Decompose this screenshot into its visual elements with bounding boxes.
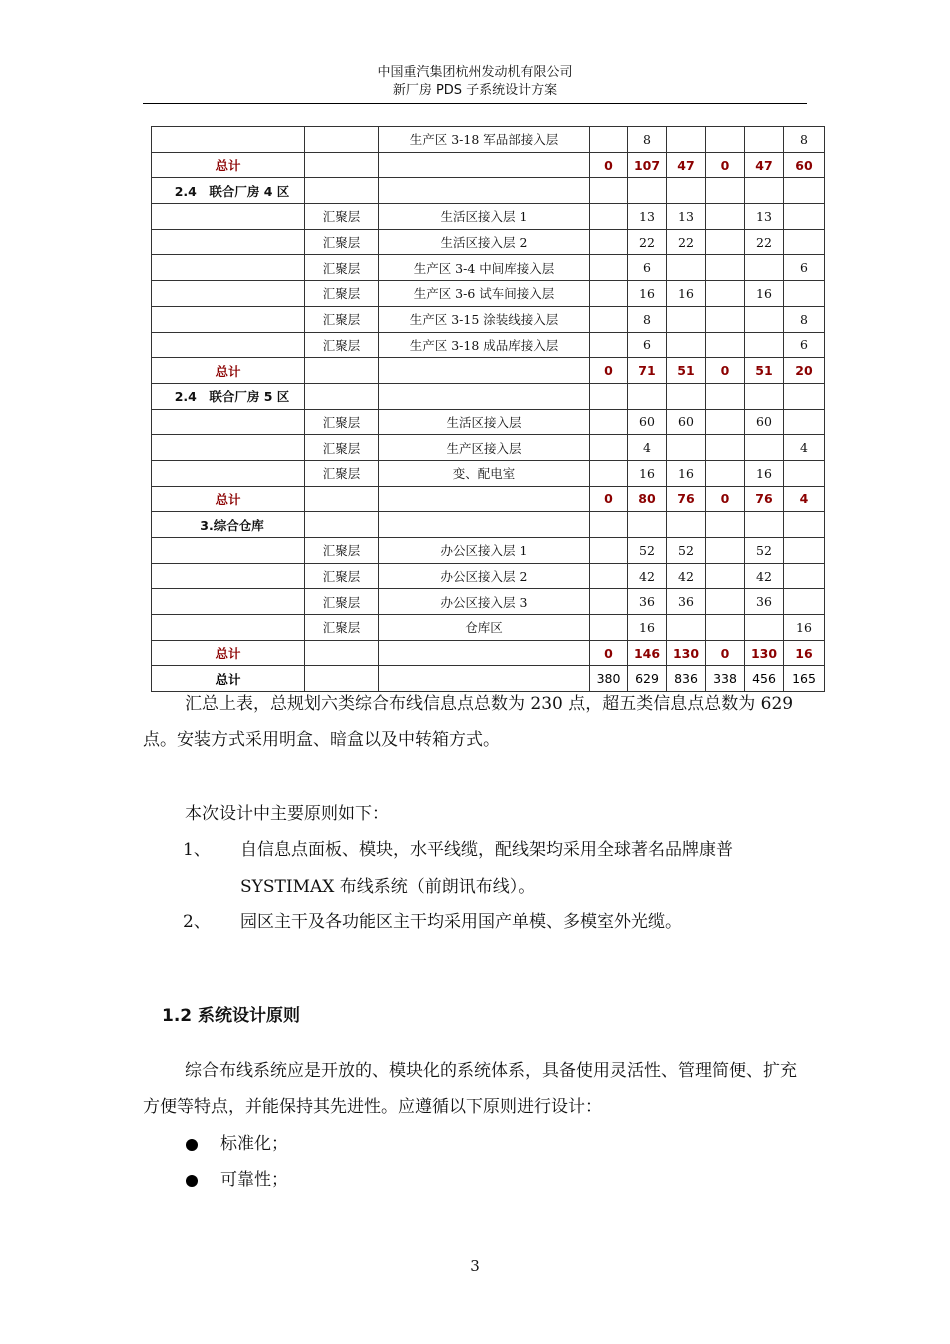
table-row <box>152 127 825 153</box>
table-cell <box>667 383 706 409</box>
table-cell <box>667 332 706 358</box>
table-cell <box>379 358 590 384</box>
table-cell <box>152 255 305 281</box>
table-cell: 汇聚层 <box>305 409 379 435</box>
summary-paragraph: 汇总上表，总规划六类综合布线信息点总数为 230 点，超五类信息点总数为 629 点。安装方式采用明盒、暗盒以及中转箱方式。 <box>143 694 794 750</box>
table-cell: 47 <box>745 152 784 178</box>
table-cell <box>706 127 745 153</box>
table-cell <box>590 409 628 435</box>
table-cell <box>745 383 784 409</box>
table-cell: 52 <box>628 538 667 564</box>
table-cell: 836 <box>667 666 706 692</box>
table-cell <box>379 152 590 178</box>
table-cell: 36 <box>745 589 784 615</box>
table-cell <box>152 127 305 153</box>
table-cell: 76 <box>667 486 706 512</box>
table-cell <box>706 255 745 281</box>
table-cell: 107 <box>628 152 667 178</box>
table-cell: 2.4 联合厂房 4 区 <box>152 178 305 204</box>
table-row <box>152 409 825 435</box>
table-cell <box>305 358 379 384</box>
table-cell <box>784 409 825 435</box>
table-cell: 629 <box>628 666 667 692</box>
table-cell: 0 <box>706 152 745 178</box>
design-paragraph: 综合布线系统应是开放的、模块化的系统体系，具备使用灵活性、管理简便、扩充方便等特点，并能保持其先进性。应遵循以下原则进行设计： <box>143 1061 797 1117</box>
header-company: 中国重汽集团杭州发动机有限公司 <box>377 65 573 80</box>
table-cell: 51 <box>667 358 706 384</box>
table-row <box>152 538 825 564</box>
table-cell <box>590 538 628 564</box>
table-cell: 76 <box>745 486 784 512</box>
header-doc-title: 新厂房 PDS 子系统设计方案 <box>392 83 558 98</box>
section-row <box>152 383 825 409</box>
table-cell: 16 <box>628 281 667 307</box>
table-cell <box>667 178 706 204</box>
table-cell: 4 <box>784 486 825 512</box>
table-cell: 52 <box>745 538 784 564</box>
table-cell <box>784 204 825 230</box>
table-row <box>152 435 825 461</box>
table-cell: 汇聚层 <box>305 435 379 461</box>
table-cell: 16 <box>628 615 667 641</box>
table-cell: 总计 <box>152 152 305 178</box>
table-cell <box>628 383 667 409</box>
table-cell: 生产区 3-18 军品部接入层 <box>379 127 590 153</box>
table-cell: 总计 <box>152 666 305 692</box>
table-cell <box>379 640 590 666</box>
table-cell <box>706 563 745 589</box>
table-cell <box>706 383 745 409</box>
table-row <box>152 563 825 589</box>
table-cell: 变、配电室 <box>379 460 590 486</box>
table-cell <box>305 640 379 666</box>
table-cell <box>745 332 784 358</box>
table-cell <box>590 306 628 332</box>
table-cell: 4 <box>784 435 825 461</box>
table-cell: 8 <box>784 306 825 332</box>
table-cell: 16 <box>745 281 784 307</box>
table-cell <box>667 255 706 281</box>
table-cell <box>784 229 825 255</box>
table-cell <box>590 435 628 461</box>
table-cell: 52 <box>667 538 706 564</box>
table-cell <box>745 127 784 153</box>
table-cell: 456 <box>745 666 784 692</box>
table-cell: 总计 <box>152 640 305 666</box>
table-cell <box>706 281 745 307</box>
table-cell <box>706 512 745 538</box>
table-cell <box>305 178 379 204</box>
table-cell <box>706 409 745 435</box>
table-cell <box>667 306 706 332</box>
table-cell: 130 <box>667 640 706 666</box>
table-cell <box>379 383 590 409</box>
table-cell <box>590 281 628 307</box>
table-row <box>152 589 825 615</box>
table-cell <box>784 281 825 307</box>
table-cell <box>706 229 745 255</box>
page-number: 3 <box>470 1257 480 1275</box>
table-cell <box>745 615 784 641</box>
table-cell <box>628 178 667 204</box>
table-cell <box>590 204 628 230</box>
table-cell <box>305 152 379 178</box>
table-cell: 165 <box>784 666 825 692</box>
table-cell: 42 <box>667 563 706 589</box>
table-cell: 汇聚层 <box>305 332 379 358</box>
table-cell: 380 <box>590 666 628 692</box>
subtotal-row <box>152 486 825 512</box>
subtotal-row <box>152 358 825 384</box>
table-cell <box>379 512 590 538</box>
table-cell <box>152 332 305 358</box>
table-cell: 130 <box>745 640 784 666</box>
table-cell: 汇聚层 <box>305 306 379 332</box>
table-cell: 总计 <box>152 358 305 384</box>
table-cell <box>706 178 745 204</box>
table-cell <box>590 255 628 281</box>
section-row <box>152 178 825 204</box>
table-cell <box>590 512 628 538</box>
table-cell <box>379 178 590 204</box>
table-cell: 22 <box>745 229 784 255</box>
table-cell <box>784 383 825 409</box>
table-cell: 0 <box>590 152 628 178</box>
subtotal-row <box>152 152 825 178</box>
table-cell: 0 <box>706 486 745 512</box>
table-cell: 60 <box>628 409 667 435</box>
table-cell: 6 <box>628 255 667 281</box>
table-cell <box>152 435 305 461</box>
principle-number: 1、 <box>183 840 211 860</box>
table-cell <box>667 512 706 538</box>
table-cell: 生产区 3-6 试车间接入层 <box>379 281 590 307</box>
table-cell <box>590 383 628 409</box>
table-cell <box>745 306 784 332</box>
table-row <box>152 255 825 281</box>
section-heading: 1.2 系统设计原则 <box>162 1006 301 1026</box>
table-cell: 汇聚层 <box>305 281 379 307</box>
subtotal-row <box>152 640 825 666</box>
table-cell <box>590 615 628 641</box>
table-cell <box>152 615 305 641</box>
table-cell <box>667 127 706 153</box>
table-cell: 6 <box>784 332 825 358</box>
principle-item-2 <box>183 910 682 934</box>
table-cell: 80 <box>628 486 667 512</box>
table-cell: 16 <box>628 460 667 486</box>
table-cell <box>745 178 784 204</box>
table-cell <box>706 460 745 486</box>
bullet-text: 可靠性； <box>220 1170 288 1190</box>
table-cell: 4 <box>628 435 667 461</box>
table-cell: 16 <box>667 281 706 307</box>
table-cell <box>745 512 784 538</box>
table-cell <box>152 409 305 435</box>
table-cell <box>628 512 667 538</box>
principle-text: 自信息点面板、模块，水平线缆，配线架均采用全球著名品牌康普 <box>240 840 733 860</box>
table-cell <box>590 229 628 255</box>
table-cell <box>667 435 706 461</box>
table-cell <box>706 332 745 358</box>
table-cell: 0 <box>590 640 628 666</box>
table-row <box>152 460 825 486</box>
table-cell: 42 <box>745 563 784 589</box>
table-cell <box>745 435 784 461</box>
table-cell <box>590 178 628 204</box>
table-cell <box>590 332 628 358</box>
table-cell <box>590 563 628 589</box>
table-cell <box>305 486 379 512</box>
table-cell: 2.4 联合厂房 5 区 <box>152 383 305 409</box>
table-cell <box>379 486 590 512</box>
table-cell <box>784 589 825 615</box>
principle-number: 2、 <box>183 912 211 932</box>
table-row <box>152 332 825 358</box>
table-cell: 22 <box>628 229 667 255</box>
table-row <box>152 204 825 230</box>
table-cell: 71 <box>628 358 667 384</box>
table-cell <box>305 512 379 538</box>
table-cell: 16 <box>784 640 825 666</box>
table-cell <box>784 563 825 589</box>
table-cell: 生产区 3-18 成品库接入层 <box>379 332 590 358</box>
table-cell: 6 <box>784 255 825 281</box>
table-cell: 6 <box>628 332 667 358</box>
table-cell: 0 <box>706 358 745 384</box>
table-cell: 汇聚层 <box>305 538 379 564</box>
table-cell: 生产区 3-15 涂装线接入层 <box>379 306 590 332</box>
table-cell: 60 <box>784 152 825 178</box>
table-cell <box>590 589 628 615</box>
table-cell: 13 <box>667 204 706 230</box>
table-cell: 47 <box>667 152 706 178</box>
table-cell: 汇聚层 <box>305 204 379 230</box>
table-cell: 汇聚层 <box>305 563 379 589</box>
table-cell: 20 <box>784 358 825 384</box>
table-cell: 8 <box>628 127 667 153</box>
table-cell <box>706 306 745 332</box>
table-cell <box>152 229 305 255</box>
table-cell: 16 <box>745 460 784 486</box>
table-cell <box>152 589 305 615</box>
table-cell: 办公区接入层 1 <box>379 538 590 564</box>
table-cell: 8 <box>628 306 667 332</box>
table-row <box>152 281 825 307</box>
table-row <box>152 306 825 332</box>
bullet-item <box>186 1132 288 1156</box>
table-cell: 51 <box>745 358 784 384</box>
table-cell: 146 <box>628 640 667 666</box>
table-cell: 汇聚层 <box>305 255 379 281</box>
header-divider <box>143 103 807 104</box>
table-row <box>152 229 825 255</box>
table-cell <box>784 538 825 564</box>
table-cell <box>706 435 745 461</box>
table-cell <box>152 306 305 332</box>
table-cell <box>706 615 745 641</box>
table-cell <box>152 538 305 564</box>
table-cell: 生活区接入层 1 <box>379 204 590 230</box>
table-cell: 60 <box>667 409 706 435</box>
table-cell <box>152 460 305 486</box>
table-cell <box>745 255 784 281</box>
table-cell <box>706 538 745 564</box>
table-cell: 办公区接入层 2 <box>379 563 590 589</box>
table-cell: 汇聚层 <box>305 229 379 255</box>
table-cell: 仓库区 <box>379 615 590 641</box>
table-cell: 汇聚层 <box>305 460 379 486</box>
table-cell: 0 <box>706 640 745 666</box>
table-cell: 汇聚层 <box>305 589 379 615</box>
table-row <box>152 615 825 641</box>
table-cell: 338 <box>706 666 745 692</box>
table-cell <box>667 615 706 641</box>
table-cell: 生产区接入层 <box>379 435 590 461</box>
principle-item-1 <box>183 838 733 862</box>
table-cell <box>590 127 628 153</box>
table-cell: 汇聚层 <box>305 615 379 641</box>
table-cell <box>152 204 305 230</box>
table-cell: 36 <box>667 589 706 615</box>
table-cell: 0 <box>590 486 628 512</box>
table-cell <box>590 460 628 486</box>
bullet-dot-icon <box>186 1175 198 1187</box>
bullet-text: 标准化； <box>220 1134 288 1154</box>
table-cell <box>706 589 745 615</box>
table-cell <box>784 512 825 538</box>
principle-item-1-cont: SYSTIMAX 布线系统（前朗讯布线）。 <box>240 877 536 897</box>
table-cell <box>305 127 379 153</box>
table-cell <box>706 204 745 230</box>
table-cell: 总计 <box>152 486 305 512</box>
page-header <box>143 64 807 100</box>
table-cell: 8 <box>784 127 825 153</box>
table-cell <box>784 460 825 486</box>
table-cell <box>152 281 305 307</box>
table-cell: 22 <box>667 229 706 255</box>
table-cell <box>784 178 825 204</box>
table-cell: 60 <box>745 409 784 435</box>
principle-text: 园区主干及各功能区主干均采用国产单模、多模室外光缆。 <box>240 912 682 932</box>
table-cell <box>152 563 305 589</box>
table-cell: 生产区 3-4 中间库接入层 <box>379 255 590 281</box>
table-cell: 36 <box>628 589 667 615</box>
principles-intro: 本次设计中主要原则如下： <box>185 804 389 824</box>
table-cell: 16 <box>667 460 706 486</box>
table-cell: 办公区接入层 3 <box>379 589 590 615</box>
table-cell: 0 <box>590 358 628 384</box>
table-cell: 42 <box>628 563 667 589</box>
bullet-dot-icon <box>186 1139 198 1151</box>
table-cell: 13 <box>745 204 784 230</box>
table-cell <box>305 383 379 409</box>
table-cell: 3.综合仓库 <box>152 512 305 538</box>
section-row <box>152 512 825 538</box>
bullet-item <box>186 1168 288 1192</box>
info-point-table <box>151 126 825 692</box>
table-cell: 13 <box>628 204 667 230</box>
table-cell: 生活区接入层 <box>379 409 590 435</box>
table-cell: 16 <box>784 615 825 641</box>
table-cell: 生活区接入层 2 <box>379 229 590 255</box>
